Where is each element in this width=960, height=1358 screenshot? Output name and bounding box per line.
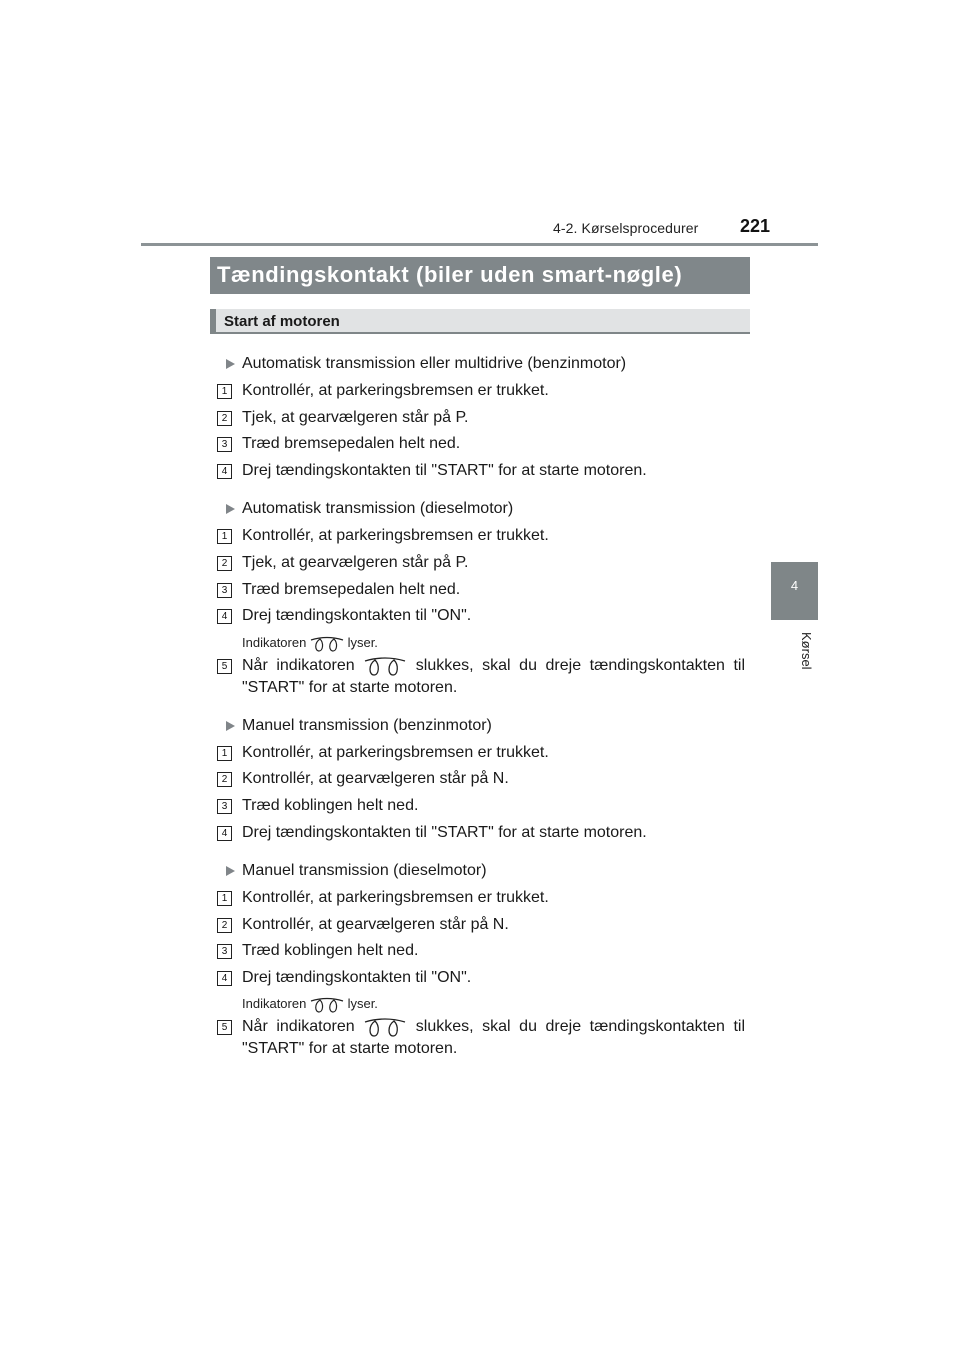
section-breadcrumb: 4-2. Kørselsprocedurer	[553, 220, 699, 236]
page-title: Tændingskontakt (biler uden smart-nøgle)	[210, 257, 750, 294]
indicator-note	[242, 634, 378, 653]
section-heading-text: Manuel transmission (benzinmotor)	[242, 717, 492, 734]
step-text: Kontrollér, at parkeringsbremsen er trukket.	[242, 744, 549, 761]
step-number: 2	[217, 556, 232, 571]
step-number: 1	[217, 384, 232, 399]
note-text-after: lyser.	[347, 996, 378, 1011]
step-number: 1	[217, 529, 232, 544]
step-number: 1	[217, 746, 232, 761]
step-number: 3	[217, 437, 232, 452]
section-heading	[242, 353, 626, 375]
section-heading	[242, 860, 487, 882]
step-number: 4	[217, 609, 232, 624]
step-text: Drej tændingskontakten til "ON".	[242, 607, 472, 624]
chapter-number: 4	[790, 578, 799, 593]
step5-text-before: Når indikatoren	[242, 657, 355, 675]
page-number: 221	[740, 216, 771, 236]
step-number: 4	[217, 971, 232, 986]
step-text: Tjek, at gearvælgeren står på P.	[242, 409, 469, 426]
glow-plug-indicator-icon	[310, 635, 344, 653]
step-number: 5	[217, 1020, 232, 1035]
step-text: Træd koblingen helt ned.	[242, 942, 419, 959]
chapter-tab	[771, 562, 818, 620]
triangle-bullet-icon	[226, 866, 235, 876]
subtitle: Start af motoren	[224, 313, 340, 330]
step-number: 4	[217, 464, 232, 479]
glow-plug-indicator-icon	[363, 655, 407, 677]
step-text	[242, 1016, 745, 1060]
step-text: Tjek, at gearvælgeren står på P.	[242, 554, 469, 571]
note-text-after: lyser.	[347, 635, 378, 650]
step-text: Træd bremsepedalen helt ned.	[242, 581, 461, 598]
step-text: Kontrollér, at parkeringsbremsen er trukket.	[242, 527, 549, 544]
step5-text-after: slukkes, skal du dreje tændingskontakten til	[415, 1018, 746, 1036]
header-divider	[141, 243, 818, 246]
triangle-bullet-icon	[226, 721, 235, 731]
note-text-before: Indikatoren	[242, 635, 307, 650]
glow-plug-indicator-icon	[310, 996, 344, 1014]
section-heading-text: Manuel transmission (dieselmotor)	[242, 862, 487, 879]
step-number: 5	[217, 659, 232, 674]
step-number: 2	[217, 918, 232, 933]
step-text: Træd bremsepedalen helt ned.	[242, 435, 461, 452]
step5-text-line2: "START" for at starte motoren.	[242, 679, 458, 697]
step-number: 2	[217, 772, 232, 787]
step-text: Drej tændingskontakten til "START" for at starte motoren.	[242, 824, 647, 841]
step-number: 3	[217, 583, 232, 598]
section-heading	[242, 715, 492, 737]
section-heading	[242, 498, 513, 520]
step-text: Træd koblingen helt ned.	[242, 797, 419, 814]
step-number: 2	[217, 411, 232, 426]
step-number: 3	[217, 799, 232, 814]
step5-text-after: slukkes, skal du dreje tændingskontakten til	[415, 657, 746, 675]
step-text: Drej tændingskontakten til "ON".	[242, 969, 472, 986]
step-text: Kontrollér, at gearvælgeren står på N.	[242, 916, 509, 933]
step5-text-line2: "START" for at starte motoren.	[242, 1040, 458, 1058]
glow-plug-indicator-icon	[363, 1016, 407, 1038]
step-number: 4	[217, 826, 232, 841]
step-text: Kontrollér, at gearvælgeren står på N.	[242, 770, 509, 787]
step-number: 1	[217, 891, 232, 906]
step-text: Kontrollér, at parkeringsbremsen er trukket.	[242, 382, 549, 399]
chapter-label: Kørsel	[799, 632, 814, 670]
triangle-bullet-icon	[226, 504, 235, 514]
indicator-note	[242, 995, 378, 1014]
triangle-bullet-icon	[226, 359, 235, 369]
subtitle-bar	[210, 309, 750, 334]
step-text: Drej tændingskontakten til "START" for at starte motoren.	[242, 462, 647, 479]
step-number: 3	[217, 944, 232, 959]
step-text	[242, 655, 745, 699]
section-heading-text: Automatisk transmission (dieselmotor)	[242, 500, 514, 517]
section-heading-text: Automatisk transmission eller multidrive (benzinmotor)	[242, 355, 627, 372]
step5-text-before: Når indikatoren	[242, 1018, 355, 1036]
step-text: Kontrollér, at parkeringsbremsen er trukket.	[242, 889, 549, 906]
note-text-before: Indikatoren	[242, 996, 307, 1011]
